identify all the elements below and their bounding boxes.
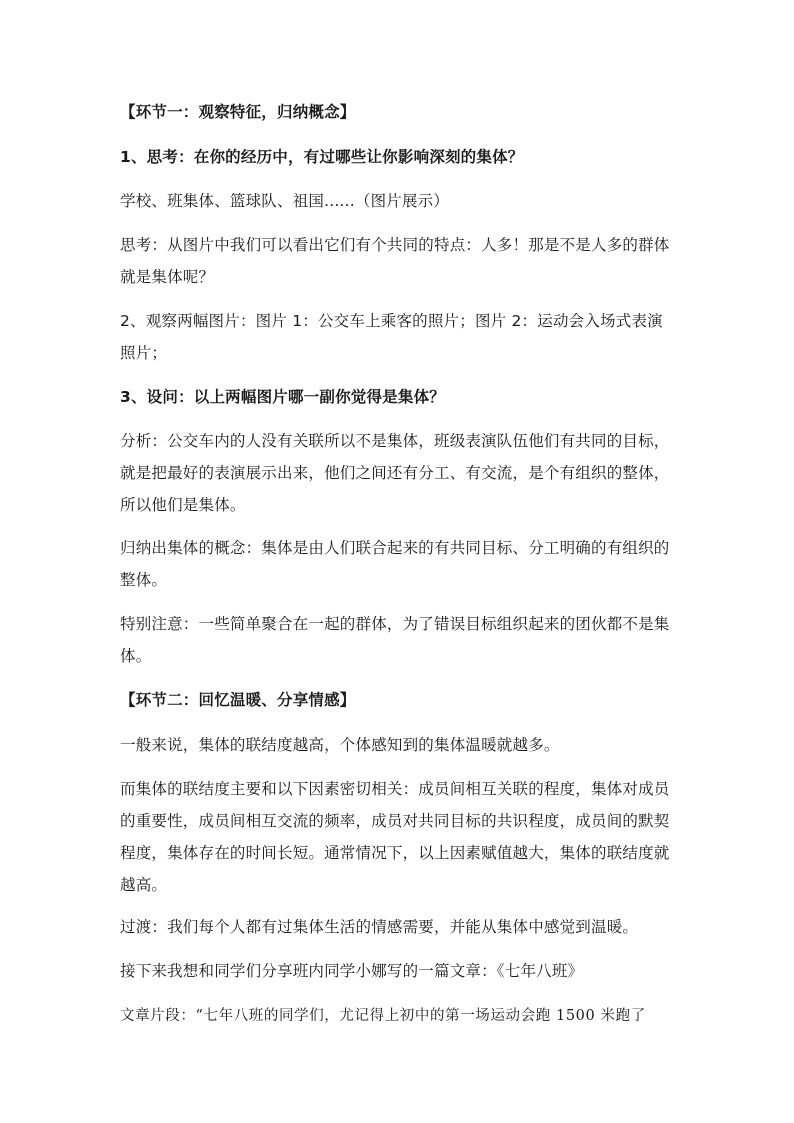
examples-paragraph: 学校、班集体、篮球队、祖国......（图片展示） xyxy=(120,192,450,210)
question-1: 1、思考：在你的经历中，有过哪些让你影响深刻的集体？ xyxy=(120,148,524,166)
transition-paragraph: 过渡：我们每个人都有过集体生活的情感需要，并能从集体中感觉到温暖。 xyxy=(120,918,639,936)
general-paragraph: 一般来说，集体的联结度越高，个体感知到的集体温暖就越多。 xyxy=(120,736,560,754)
analysis-paragraph: 分析：公交车内的人没有关联所以不是集体，班级表演队伍他们有共同的目标，就是把最好的表演展示出来，他们之间还有分工、有交流，是个有组织的整体，所以他们是集体。 xyxy=(120,432,670,514)
concept-paragraph: 归纳出集体的概念：集体是由人们联合起来的有共同目标、分工明确的有组织的整体。 xyxy=(120,539,670,589)
note-paragraph: 特别注意：一些简单聚合在一起的群体，为了错误目标组织起来的团伙都不是集体。 xyxy=(120,615,670,665)
question-3: 3、设问：以上两幅图片哪一副你觉得是集体？ xyxy=(120,388,445,406)
factors-paragraph: 而集体的联结度主要和以下因素密切相关：成员间相互关联的程度，集体对成员的重要性，成员间相互交流的频率，成员对共同目标的共识程度，成员间的默契程度，集体存在的时间长短。通常情况下，以上因素赋值越大，集体的联结度就越高。 xyxy=(120,780,670,894)
next-paragraph: 接下来我想和同学们分享班内同学小娜写的一篇文章：《七年八班》 xyxy=(120,962,584,980)
think-paragraph: 思考：从图片中我们可以看出它们有个共同的特点：人多！那是不是人多的群体就是集体呢？ xyxy=(120,236,670,286)
section1-heading: 【环节一：观察特征，归纳概念】 xyxy=(120,103,356,121)
observe-paragraph: 2、观察两幅图片：图片 1：公交车上乘客的照片；图片 2：运动会入场式表演照片； xyxy=(120,312,663,362)
excerpt-paragraph: 文章片段：“七年八班的同学们，尤记得上初中的第一场运动会跑 1500 米跑了 xyxy=(120,1008,646,1024)
section2-heading: 【环节二：回忆温暖、分享情感】 xyxy=(120,691,356,709)
